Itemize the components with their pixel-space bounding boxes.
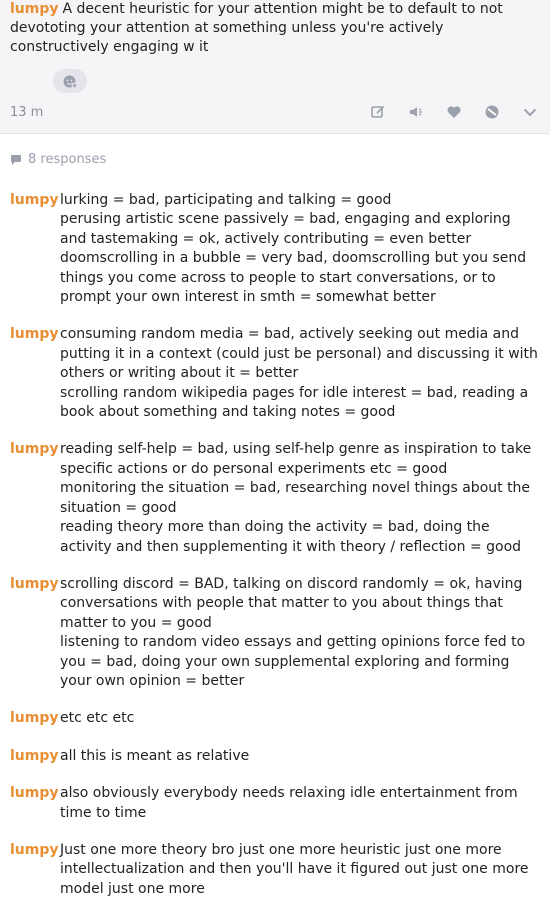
post-meta-row [10,104,542,120]
reply-line: listening to random video essays and getting opinions force fed to you = bad, doing your own supplemental exploring and forming your own opinion = better [60,634,526,689]
reply-username[interactable]: lumpy [10,441,59,458]
reply-username[interactable]: lumpy [10,747,59,764]
reply-line: reading self-help = bad, using self-help genre as inspiration to take specific actions or do personal experiments etc = good [60,441,532,477]
reply-item [10,325,540,422]
original-post [0,0,550,134]
reply-line: scrolling random wikipedia pages for idle interest = bad, reading a book about something and taking notes = good [60,384,529,421]
reply-body [60,784,540,823]
reply-line: etc etc etc [60,710,135,727]
post-actions [370,104,538,120]
post-text-container [10,0,540,57]
reply-username[interactable]: lumpy [10,841,59,858]
reply-item [10,440,540,556]
reply-body [60,709,540,728]
speaker-icon[interactable] [408,104,424,120]
reply-list [10,191,540,899]
reply-body [60,440,540,556]
reply-line: scrolling discord = BAD, talking on discord randomly = ok, having conversations with people that matter to you about things that matter to you = good [60,575,523,631]
reply-item [10,747,540,766]
reply-line: consuming random media = bad, actively seeking out media and putting it in a context (could just be personal) and discussing it with others or writing about it = better [60,326,538,382]
add-reaction-icon [62,73,78,89]
responses-count-label: 8 responses [28,152,107,167]
reply-line: perusing artistic scene passively = bad, engaging and exploring and tastemaking = ok, actively contributing = even better [60,211,511,247]
chevron-down-icon[interactable] [522,104,538,120]
reply-username[interactable]: lumpy [10,575,59,592]
reply-line: Just one more theory bro just one more heuristic just one more intellectualization and then you'll have it figured out just one more model just one more [60,841,529,897]
post-timestamp: 13 m [10,104,44,120]
speech-bubble-icon [10,154,22,166]
post-username[interactable]: lumpy [10,1,59,17]
reply-username[interactable]: lumpy [10,326,59,343]
heart-icon[interactable] [446,104,462,120]
reply-username[interactable]: lumpy [10,710,59,727]
reply-body [60,575,540,691]
reply-item [10,191,540,307]
responses-count[interactable] [10,152,540,167]
add-reaction-button[interactable] [53,69,87,93]
reply-line: reading theory more than doing the activity = bad, doing the activity and then supplementing it with theory / reflection = good [60,519,522,555]
reply-line: also obviously everybody needs relaxing idle entertainment from time to time [60,785,518,821]
reply-body [60,841,540,899]
reply-item [10,841,540,899]
reply-username[interactable]: lumpy [10,192,59,208]
reply-item [10,575,540,691]
post-text: A decent heuristic for your attention might be to default to not devototing your attention at something unless you're actively constructively engaging w it [10,1,503,55]
reply-line: all this is meant as relative [60,747,250,764]
reply-body [60,191,540,307]
reply-item [10,784,540,823]
block-icon[interactable] [484,104,500,120]
reply-line: lurking = bad, participating and talking = good [60,192,392,208]
responses-section [0,152,550,899]
reply-body [60,325,540,422]
reply-line: doomscrolling in a bubble = very bad, doomscrolling but you send things you come across to people to start conversations, or to prompt your own interest in smth = somewhat better [60,250,527,306]
edit-icon[interactable] [370,104,386,120]
reply-body [60,747,540,766]
reply-item [10,709,540,728]
reply-username[interactable]: lumpy [10,785,59,802]
reply-line: monitoring the situation = bad, researching novel things about the situation = good [60,480,531,516]
